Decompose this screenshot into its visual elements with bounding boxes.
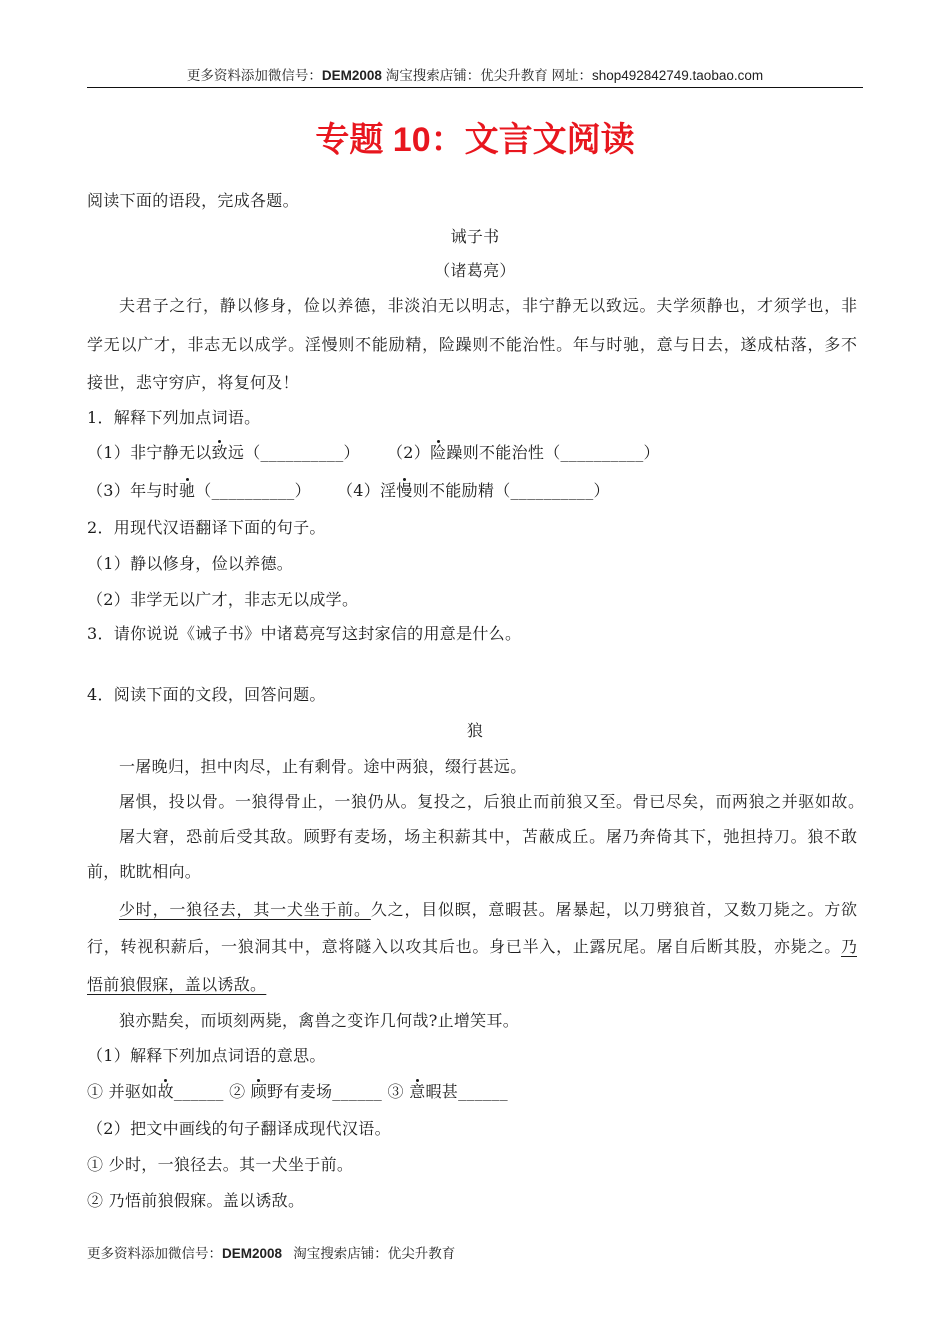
- passage1-line: 学无以广才，非志无以成学。淫慢则不能励精，险躁则不能治性。年与时驰，意与日去，遂成枯落，多不: [87, 335, 857, 354]
- passage1-line: 夫君子之行，静以修身，俭以养德，非淡泊无以明志，非宁静无以致远。夫学须静也，才须学也，非: [119, 296, 857, 315]
- passage2-line: 前，眈眈相向。: [87, 862, 202, 881]
- q2-item-1: （1）静以修身，俭以养德。: [87, 554, 294, 573]
- q1-item-text: （__________）: [195, 481, 311, 500]
- q2-stem: 2．用现代汉语翻译下面的句子。: [87, 518, 326, 537]
- q1-item-text: （3）年与时: [87, 481, 179, 500]
- passage2-line: [119, 898, 857, 922]
- q1-item-text: （1）非宁静无以: [87, 443, 212, 462]
- q1-item-text: 远（__________）: [227, 443, 360, 462]
- underlined-sentence: 少时，一狼径去，其一犬坐于前。: [119, 900, 371, 919]
- q4-item-text: ______: [173, 1082, 224, 1101]
- q4-sub2-stem: （2）把文中画线的句子翻译成现代汉语。: [87, 1119, 391, 1138]
- page-footer: [87, 1244, 455, 1264]
- q4-sub1-items: [87, 1080, 508, 1104]
- q1-item-3: [87, 479, 311, 503]
- passage2-line: 狼亦黠矣，而顷刻两毙，禽兽之变诈几何哉?止增笑耳。: [119, 1011, 520, 1030]
- passage2-text: 久之，目似瞑，意暇甚。屠暴起，以刀劈狼首，又数刀毙之。方欲: [370, 900, 857, 919]
- q2-item-2: （2）非学无以广才，非志无以成学。: [87, 590, 359, 609]
- header-divider: [87, 87, 863, 88]
- header-wechat-label: 更多资料添加微信号：: [186, 68, 322, 83]
- q1-item-4: [337, 479, 610, 503]
- footer-wechat-id: DEM2008: [222, 1246, 283, 1261]
- intro-instruction: 阅读下面的语段，完成各题。: [87, 191, 299, 210]
- page-header: [0, 66, 950, 86]
- passage2-line: 屠惧，投以骨。一狼得骨止，一狼仍从。复投之，后狼止而前狼又至。骨已尽矣，而两狼之并驱如故。: [119, 792, 864, 811]
- q3-stem: 3．请你说说《诫子书》中诸葛亮写这封家信的用意是什么。: [87, 624, 522, 643]
- q1-item-text: 则不能励精（__________）: [412, 481, 610, 500]
- passage2-line: 屠大窘，恐前后受其敌。顾野有麦场，场主积薪其中，苫蔽成丘。屠乃奔倚其下，弛担持刀。狼不敢: [119, 827, 857, 846]
- header-shop-label: 淘宝搜索店铺：优尖升教育 网址：: [381, 68, 592, 83]
- emphasis-char: 意: [409, 1082, 426, 1101]
- header-wechat-id: DEM2008: [321, 68, 382, 83]
- emphasis-char: 故: [157, 1082, 174, 1101]
- underlined-sentence: 悟前狼假寐，盖以诱敌。: [87, 975, 267, 994]
- emphasis-char: 慢: [396, 481, 413, 500]
- emphasis-char: 致: [211, 443, 228, 462]
- passage2-title: 狼: [466, 721, 484, 740]
- q4-item-text: 暇甚______: [425, 1082, 508, 1101]
- q1-item-text: 躁则不能治性（__________）: [446, 443, 660, 462]
- q4-sub2-item-1: ① 少时，一狼径去。其一犬坐于前。: [87, 1155, 354, 1174]
- passage1-author: （诸葛亮）: [434, 261, 516, 280]
- q4-item-text: ②: [223, 1082, 251, 1101]
- passage2-line: [87, 935, 857, 959]
- passage2-line: 一屠晚归，担中肉尽，止有剩骨。途中两狼，缀行甚远。: [119, 757, 527, 776]
- q4-item-text: 野有麦场______: [267, 1082, 383, 1101]
- q1-item-text: （2）: [387, 443, 431, 462]
- emphasis-char: 驰: [178, 481, 196, 500]
- passage2-text: 行，转视积薪后，一狼洞其中，意将隧入以攻其后也。身已半入，止露尻尾。屠自后断其股，亦毙之。: [87, 937, 841, 956]
- q4-item-text: ③: [382, 1082, 410, 1101]
- q1-item-2: [387, 441, 660, 465]
- q1-item-1: [87, 441, 360, 465]
- passage1-line: 接世，悲守穷庐，将复何及！: [87, 373, 299, 392]
- page-title: 专题 10：文言文阅读: [315, 121, 635, 159]
- q4-stem: 4．阅读下面的文段，回答问题。: [87, 685, 326, 704]
- emphasis-char: 险: [430, 443, 447, 462]
- footer-shop-label: 淘宝搜索店铺：优尖升教育: [282, 1246, 456, 1261]
- underlined-sentence: 乃: [840, 937, 857, 956]
- footer-wechat-label: 更多资料添加微信号：: [87, 1246, 222, 1261]
- passage2-line: [87, 973, 266, 997]
- emphasis-char: 顾: [250, 1082, 268, 1101]
- q1-item-text: （4）淫: [337, 481, 397, 500]
- passage1-title: 诫子书: [450, 227, 500, 246]
- q4-sub2-item-2: ② 乃悟前狼假寐。盖以诱敌。: [87, 1191, 305, 1210]
- q1-stem: 1．解释下列加点词语。: [87, 408, 261, 427]
- header-shop-url: shop492842749.taobao.com: [591, 68, 764, 83]
- q4-sub1-stem: （1）解释下列加点词语的意思。: [87, 1046, 326, 1065]
- q4-item-text: ① 并驱如: [87, 1082, 158, 1101]
